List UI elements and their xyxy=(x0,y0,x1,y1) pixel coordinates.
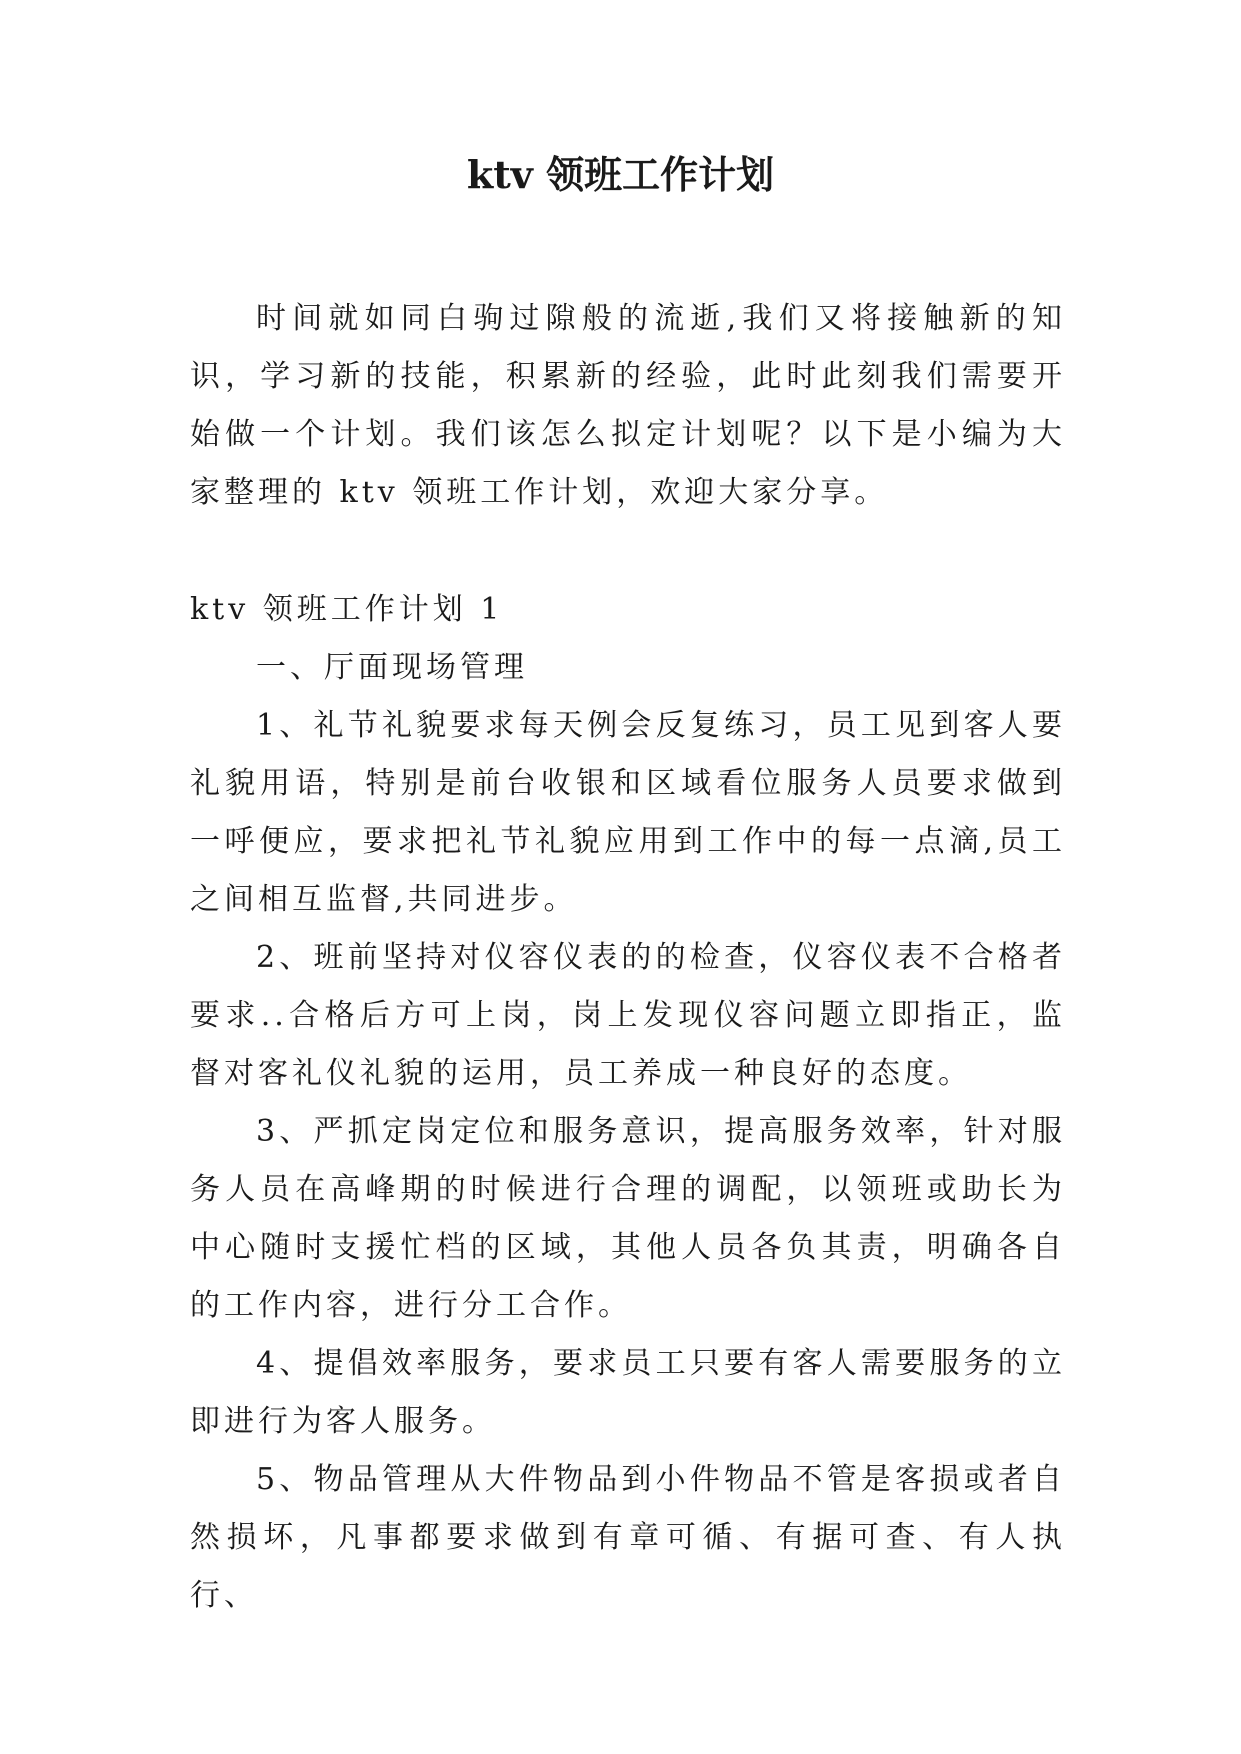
paragraph-2: 2、班前坚持对仪容仪表的的检查，仪容仪表不合格者要求..合格后方可上岗，岗上发现仪容问题立即指正，监督对客礼仪礼貌的运用，员工养成一种良好的态度。 xyxy=(190,940,1066,1091)
paragraph-5: 5、物品管理从大件物品到小件物品不管是客损或者自然损坏，凡事都要求做到有章可循、有据可查、有人执行、 xyxy=(190,1462,1066,1613)
intro-paragraph: 时间就如同白驹过隙般的流逝,我们又将接触新的知识，学习新的技能，积累新的经验，此时此刻我们需要开始做一个计划。我们该怎么拟定计划呢？以下是小编为大家整理的 ktv 领班工作计划，欢迎大家分享。 xyxy=(190,301,1066,510)
subsection-heading: 一、厅面现场管理 xyxy=(256,650,528,685)
section-heading: ktv 领班工作计划 1 xyxy=(190,592,504,627)
paragraph-1: 1、礼节礼貌要求每天例会反复练习，员工见到客人要礼貌用语，特别是前台收银和区域看位服务人员要求做到一呼便应，要求把礼节礼貌应用到工作中的每一点滴,员工之间相互监督,共同进步。 xyxy=(190,708,1066,917)
document-title: ktv 领班工作计划 xyxy=(466,152,775,197)
paragraph-4: 4、提倡效率服务，要求员工只要有客人需要服务的立即进行为客人服务。 xyxy=(190,1346,1066,1439)
paragraph-3: 3、严抓定岗定位和服务意识，提高服务效率，针对服务人员在高峰期的时候进行合理的调配，以领班或助长为中心随时支援忙档的区域，其他人员各负其责，明确各自的工作内容，进行分工合作。 xyxy=(190,1114,1066,1323)
